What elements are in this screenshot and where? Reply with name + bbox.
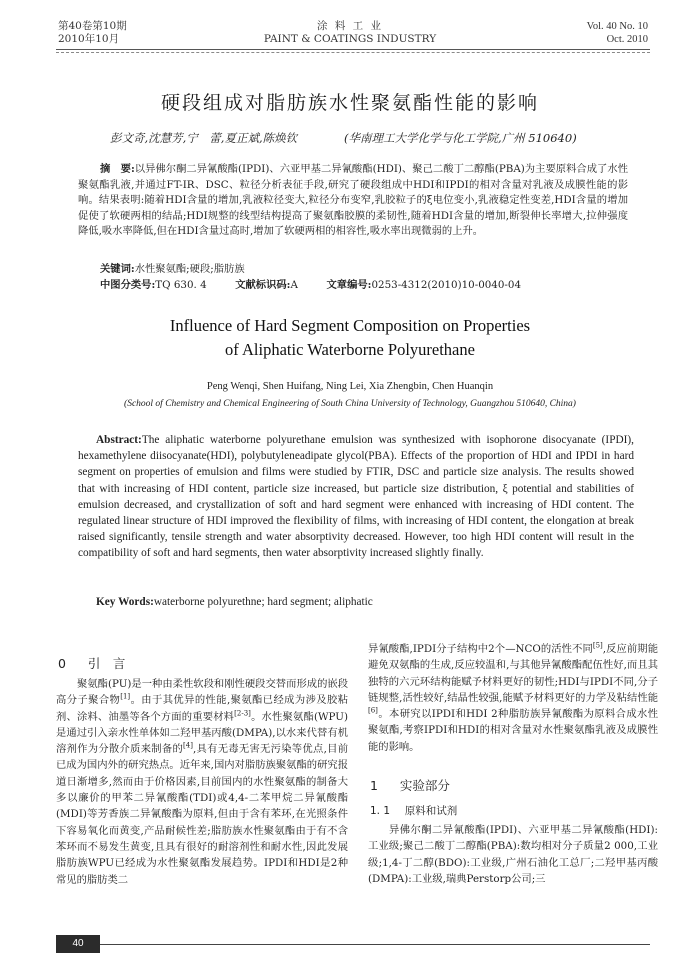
keywords-en-text: waterborne polyurethne; hard segment; aliphatic	[153, 596, 373, 608]
section-0-number: 0	[58, 656, 66, 671]
doc-code-label: 文献标识码:	[235, 279, 291, 291]
intro-text-c: 。水性聚氨酯(WPU)是通过引入亲水性单体如二羟甲基丙酸(DMPA),以水来代替有机溶剂作为分散介质来制备的	[56, 710, 348, 756]
clc-label: 中图分类号:	[100, 279, 156, 291]
authors-cn: 彭文奇,沈慧芳,宁 蕾,夏正斌,陈焕钦	[110, 131, 298, 145]
keywords-en-label: Key Words:	[96, 596, 154, 608]
page-title-en-line2: of Aliphatic Waterborne Polyurethane	[225, 340, 475, 359]
journal-name-cn: 涂 料 工 业	[316, 20, 383, 32]
journal-name-en: PAINT & COATINGS INDUSTRY	[263, 33, 437, 45]
page-number: 40	[56, 935, 100, 953]
keywords-cn	[100, 262, 620, 278]
right-text-a: 异氰酸酯,IPDI分子结构中2个—NCO的活性不同	[368, 643, 593, 655]
article-no-value: 0253-4312(2010)10-0040-04	[371, 279, 521, 291]
affiliation-en: (School of Chemistry and Chemical Engineering of South China University of Technology, Guangzhou 510640, China)	[124, 399, 576, 409]
abstract-cn-label: 摘 要:	[100, 163, 135, 175]
abstract-en-text: The aliphatic waterborne polyurethane emulsion was synthesized with isophorone disocyanate (IPDI), hexamethylene diisocyanate(HDI), polybutyleneadipate glycol(PBA). Effects of the proportion of HDI and IPDI in hard segment on properties of emulsion and films were studied by FTIR, DSC and particle size analysis. The results showed that with increasing of HDI content, particle size increased, but particle size distribution, ξ potential and stabilities of emulsion decreased, and crystallization of soft and hard segment were enhanced with increasing of HDI content. The regulated linear structure of HDI improved the flexibility of films, with increasing of HDI content, the elongation at break raised significantly, tensile strength and water absorptivity decreased. However, too high HDI content will result in the compatibility of soft and hard segments, then water absorptivity increased slightly finally.	[78, 434, 634, 560]
header-rule-thin	[56, 52, 650, 53]
materials-paragraph: 异佛尔酮二异氰酸酯(IPDI)、六亚甲基二异氰酸酯(HDI):工业级;聚己二酸丁二醇酯(PBA):数均相对分子质量2 000,工业级;1,4-丁二醇(BDO):工业级,广州石油化工总厂;二羟甲基丙酸(DMPA):工业级,瑞典Perstorp公司;三	[368, 824, 658, 885]
journal-vol-en	[587, 20, 648, 46]
ref-2: [2-3]	[234, 709, 251, 718]
keywords-cn-label: 关键词:	[100, 263, 135, 275]
ref-1: [1]	[120, 692, 131, 701]
journal-volume: 第40卷第10期	[58, 20, 127, 32]
subsection-1-1-heading	[370, 803, 457, 818]
right-text-b: ,反应前期能避免双氨酯的生成,反应较温和,与其他异氰酸酯配伍性好,而且其独特的六元环结构能赋予材料更好的韧性;HDI与IPDI不同,分子链规整,活性较好,结晶性较强,能赋予材料更好的力学及粘结性能	[368, 643, 658, 704]
keywords-en	[96, 596, 626, 608]
affiliation-cn: (华南理工大学化学与化工学院,广州 510640)	[344, 131, 577, 145]
footer-rule	[56, 944, 650, 945]
page-title-cn: 硬段组成对脂肪族水性聚氨酯性能的影响	[160, 92, 539, 114]
intro-text-b: 。由于其优异的性能,聚氨酯已经成为涉及胶粘剂、涂料、油墨等各个方面的重要材料	[56, 694, 348, 723]
subsection-1-1-number: 1. 1	[370, 805, 391, 817]
clc-value: TQ 630. 4	[155, 279, 207, 291]
abstract-cn	[78, 162, 628, 240]
ref-5: [5]	[592, 641, 603, 650]
subsection-1-1-title: 原料和试剂	[404, 805, 458, 817]
header-rule	[56, 49, 650, 50]
section-0-title: 引 言	[87, 656, 126, 671]
section-1-number: 1	[370, 778, 378, 793]
intro-text-a: 聚氨酯(PU)是一种由柔性软段和刚性硬段交替而形成的嵌段高分子聚合物	[56, 678, 348, 707]
intro-paragraph	[56, 676, 348, 888]
vol-no: Vol. 40 No. 10	[586, 21, 648, 32]
journal-date: 2010年10月	[58, 33, 120, 45]
intro-text-d: ,具有无毒无害无污染等优点,目前已成为国内外的研究热点。近年来,国内对脂肪族聚氨酯的研究报道日渐增多,然而由于价格因素,目前国内的水性聚氨酯的制备大多以廉价的甲苯二异氰酸酯(TDI)或4,4-二苯甲烷二异氰酸酯(MDI)等芳香族二异氰酸酯为原料,但由于含有苯环,在光照条件下容易氧化而黄变,产品耐候性差;脂肪族水性聚氨酯由于有不含苯环而不易发生黄变,且具有很好的耐溶剂性和耐水性,因此发展脂肪族WPU已经成为水性聚氨酯发展趋势。IPDI和HDI是2种常见的脂肪类二	[56, 743, 349, 886]
section-1-heading	[370, 776, 450, 794]
vol-date: Oct. 2010	[606, 34, 648, 45]
ref-6: [6]	[368, 706, 378, 715]
page-title-en-line1: Influence of Hard Segment Composition on Properties	[169, 316, 531, 335]
abstract-en-label: Abstract:	[96, 434, 142, 446]
right-text-c: 。本研究以IPDI和HDI 2种脂肪族异氰酸酯为原料合成水性聚氨酯,考察IPDI和HDI的相对含量对水性聚氨酯乳液及成膜性能的影响。	[368, 708, 658, 753]
authors-en: Peng Wenqi, Shen Huifang, Ning Lei, Xia Zhengbin, Chen Huanqin	[206, 381, 494, 392]
classification-line	[100, 278, 640, 294]
keywords-cn-text: 水性聚氨酯;硬段;脂肪族	[134, 263, 245, 275]
article-no-label: 文章编号:	[326, 279, 372, 291]
abstract-en	[78, 432, 634, 562]
section-1-title: 实验部分	[399, 778, 450, 793]
doc-code-value: A	[290, 279, 298, 291]
ref-4: [4]	[183, 741, 193, 750]
section-0-heading	[58, 654, 125, 672]
abstract-cn-text: 以异佛尔酮二异氰酸酯(IPDI)、六亚甲基二异氰酸酯(HDI)、聚己二酸丁二醇酯(PBA)为主要原料合成了水性聚氨酯乳液,并通过FT-IR、DSC、粒径分析表征手段,研究了硬段组成中HDI和IPDI的相对含量对乳液及成膜性能的影响。结果表明:随着HDI含量的增加,乳液粒径变大,粒径分布变窄,乳胶粒子的ξ电位变小,乳液稳定性变差,HDI含量的增加促使了软硬两相的结晶;HDI规整的线型结构提高了聚氨酯胶膜的柔韧性,随着HDI含量的增加,断裂伸长率增大,拉伸强度降低,吸水率降低,但在HDI含量过高时,增加了软硬两相的相容性,吸水率出现微弱的上升。	[78, 163, 628, 238]
right-col-paragraph	[368, 641, 658, 755]
